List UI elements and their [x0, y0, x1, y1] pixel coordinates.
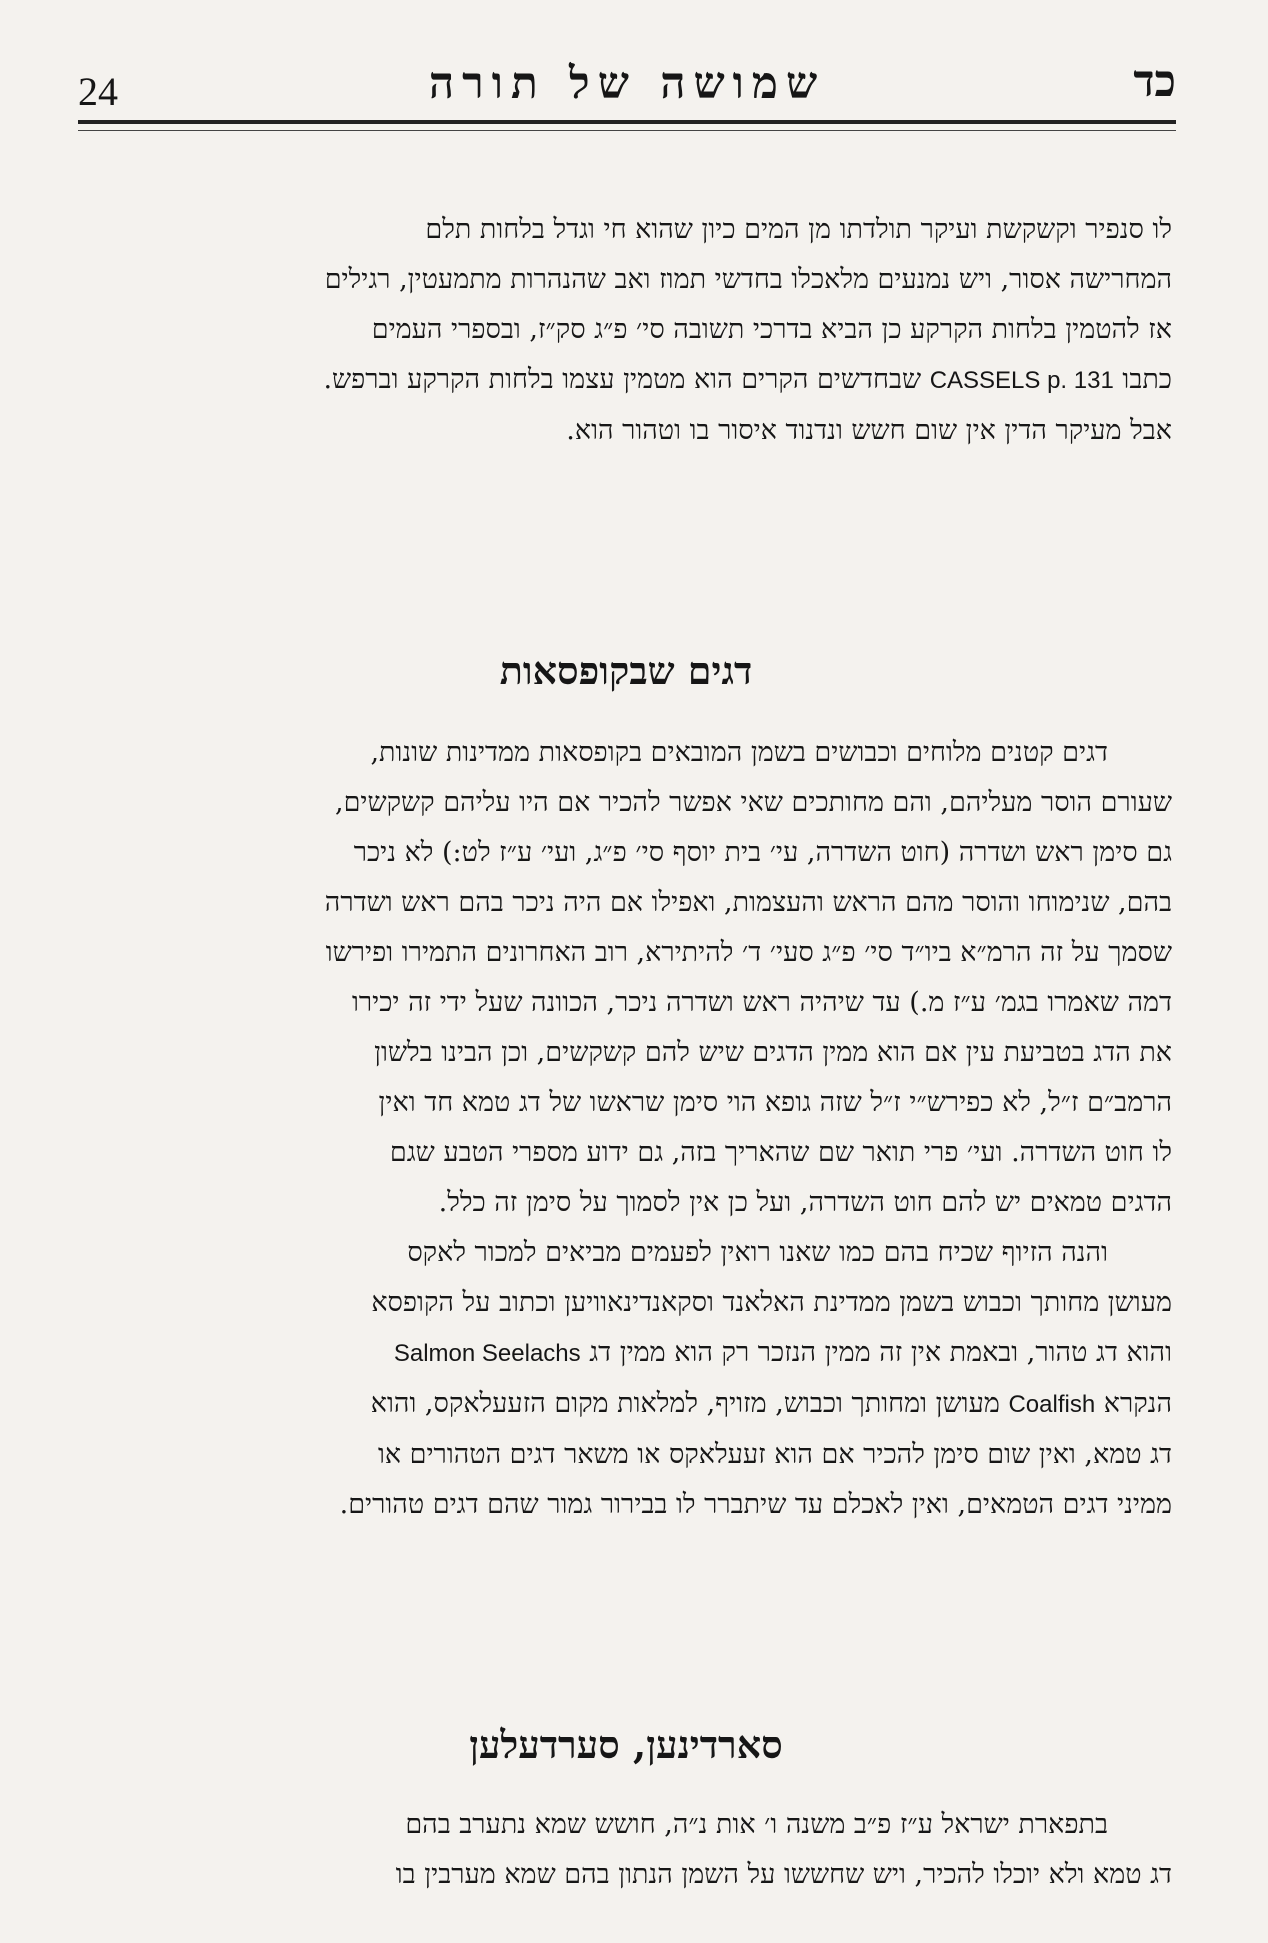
- text-line: לו חוט השדרה. ועי׳ פרי תואר שם שהאריך בזה, גם ידוע מספרי הטבע שגם: [389, 1137, 1172, 1168]
- header-rule-thick: [78, 120, 1176, 124]
- section-heading: דגים שבקופסאות: [499, 648, 753, 693]
- text-line: הרמב״ם ז״ל, לא כפירש״י ז״ל שזה גופא הוי סימן שראשו של דג טמא חד ואין: [378, 1087, 1172, 1118]
- running-title: שמושה של תורה: [428, 58, 826, 109]
- header-rule-thin: [78, 130, 1176, 131]
- section-heading: סארדינען, סערדעלען: [469, 1722, 783, 1767]
- text-line: בתפארת ישראל ע״ז פ״ב משנה ו׳ אות נ״ה, חושש שמא נתערב בהם: [405, 1809, 1108, 1840]
- text-line: המחרישה אסור, ויש נמנעים מלאכלו בחדשי תמוז ואב שהנהרות מתמעטין, רגילים: [324, 264, 1172, 295]
- text-line: דג טמא ולא יוכלו להכיר, ויש שחששו על השמן הנתון בהם שמא מערבין בו: [395, 1859, 1172, 1890]
- text-line: גם סימן ראש ושדרה (חוט השדרה, עי׳ בית יוסף סי׳ פ״ג, ועי׳ ע״ז לט:) לא ניכר: [353, 837, 1172, 868]
- page-number: 24: [78, 69, 118, 114]
- text-segment: שבחדשים הקרים הוא מטמין עצמו בלחות הקרקע וברפש.: [323, 364, 922, 395]
- text-line: בהם, שנימוחו והוסר מהם הראש והעצמות, ואפילו אם היה ניכר בהם ראש ושדרה: [324, 887, 1172, 918]
- text-line: [80, 1379, 1172, 1430]
- text-segment: כתבו: [1122, 364, 1172, 395]
- text-line: [80, 1328, 1172, 1379]
- text-line: והנה הזיוף שכיח בהם כמו שאנו רואין לפעמים מביאים למכור לאקס: [407, 1237, 1108, 1268]
- fish-name-latin: Coalfish: [1008, 1391, 1096, 1418]
- text-line: לו סנפיר וקשקשת ועיקר תולדתו מן המים כיון שהוא חי וגדל בלחות תלם: [425, 214, 1172, 245]
- section-sardines: [80, 1800, 1172, 1900]
- text-line: אז להטמין בלחות הקרקע כן הביא בדרכי תשובה סי׳ פ״ג סק״ז, ובספרי העמים: [371, 314, 1172, 345]
- text-line: שעורם הוסר מעליהם, והם מחותכים שאי אפשר להכיר אם היו עליהם קשקשים,: [334, 787, 1172, 818]
- text-line: דמה שאמרו בגמ׳ ע״ז מ.) עד שיהיה ראש ושדרה ניכר, הכוונה שעל ידי זה יכירו: [351, 987, 1172, 1018]
- fish-name-latin: Salmon Seelachs: [393, 1340, 581, 1367]
- running-head: [78, 40, 1176, 128]
- text-line: שסמך על זה הרמ״א ביו״ד סי׳ פ״ג סעי׳ ד׳ להיתירא, רוב האחרונים התמירו ופירשו: [325, 937, 1172, 968]
- text-line: הדגים טמאים יש להם חוט השדרה, ועל כן אין לסמוך על סימן זה כלל.: [438, 1187, 1172, 1218]
- text-line: מעושן מחותך וכבוש בשמן ממדינת האלאנד וסקאנדינאוויען וכתוב על הקופסא: [371, 1287, 1172, 1318]
- text-line: [80, 355, 1172, 406]
- text-line: ממיני דגים הטמאים, ואין לאכלם עד שיתברר לו בבירור גמור שהם דגים טהורים.: [339, 1489, 1172, 1520]
- text-segment: מעושן ומחותך וכבוש, מזויף, למלאות מקום הזעעלאקס, והוא: [370, 1388, 1000, 1419]
- text-line: דגים קטנים מלוחים וכבושים בשמן המובאים בקופסאות ממדינות שונות,: [370, 737, 1108, 768]
- section-continuation: [80, 205, 1172, 456]
- hebrew-page-number: כד: [1133, 56, 1176, 107]
- text-segment: הנקרא: [1103, 1388, 1172, 1419]
- text-line: דג טמא, ואין שום סימן להכיר אם הוא זעעלאקס או משאר דגים הטהורים או: [377, 1439, 1172, 1470]
- text-segment: והוא דג טהור, ובאמת אין זה ממין הנזכר רק הוא ממין דג: [589, 1337, 1172, 1368]
- section-fish-cans: [80, 728, 1172, 1530]
- text-line: את הדג בטביעת עין אם הוא ממין הדגים שיש להם קשקשים, וכן הבינו בלשון: [374, 1037, 1172, 1068]
- citation-latin: CASSELS p. 131: [929, 367, 1114, 394]
- text-line: אבל מעיקר הדין אין שום חשש ונדנוד איסור בו וטהור הוא.: [566, 415, 1172, 446]
